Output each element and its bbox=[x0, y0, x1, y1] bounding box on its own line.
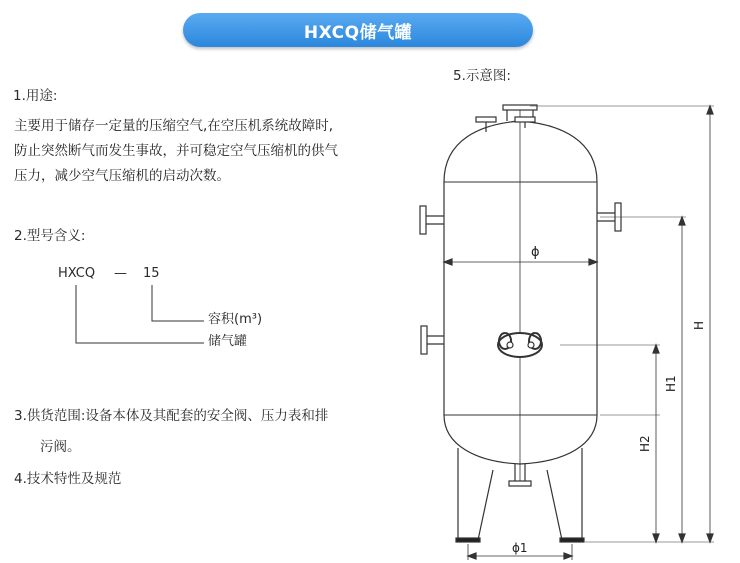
h2-label: H2 bbox=[638, 435, 652, 452]
model-heading: 2.型号含义: bbox=[14, 228, 86, 244]
usage-heading: 1.用途: bbox=[13, 88, 58, 104]
page-title: HXCQ储气罐 bbox=[183, 13, 533, 47]
h1-label: H1 bbox=[664, 375, 678, 392]
h-label: H bbox=[692, 320, 706, 330]
model-dash: — bbox=[114, 266, 127, 281]
model-number: 15 bbox=[143, 266, 160, 281]
drain-flange bbox=[509, 481, 531, 486]
supply-line-2: 污阀。 bbox=[40, 439, 81, 455]
phi1-label: ϕ1 bbox=[512, 541, 528, 555]
usage-line: 防止突然断气而发生事故，并可稳定空气压缩机的供气 bbox=[14, 143, 338, 159]
tank-shell bbox=[444, 121, 597, 464]
supply-line-1: 3.供货范围:设备本体及其配套的安全阀、压力表和排 bbox=[14, 408, 329, 424]
tank-label: 储气罐 bbox=[208, 334, 248, 349]
volume-label: 容积(m³) bbox=[208, 312, 263, 327]
left-upper-nozzle bbox=[420, 206, 426, 234]
usage-line: 主要用于储存一定量的压缩空气,在空压机系统故障时, bbox=[14, 118, 334, 134]
left-leg bbox=[458, 448, 493, 540]
model-code: HXCQ bbox=[58, 266, 96, 281]
phi-label: ϕ bbox=[531, 245, 540, 260]
manhole bbox=[498, 333, 542, 357]
diagram-heading: 5.示意图: bbox=[453, 68, 511, 84]
left-lower-nozzle bbox=[421, 326, 427, 354]
right-leg bbox=[547, 448, 582, 540]
usage-line: 压力，减少空气压缩机的启动次数。 bbox=[14, 168, 230, 184]
tech-heading: 4.技术特性及规范 bbox=[14, 471, 122, 487]
